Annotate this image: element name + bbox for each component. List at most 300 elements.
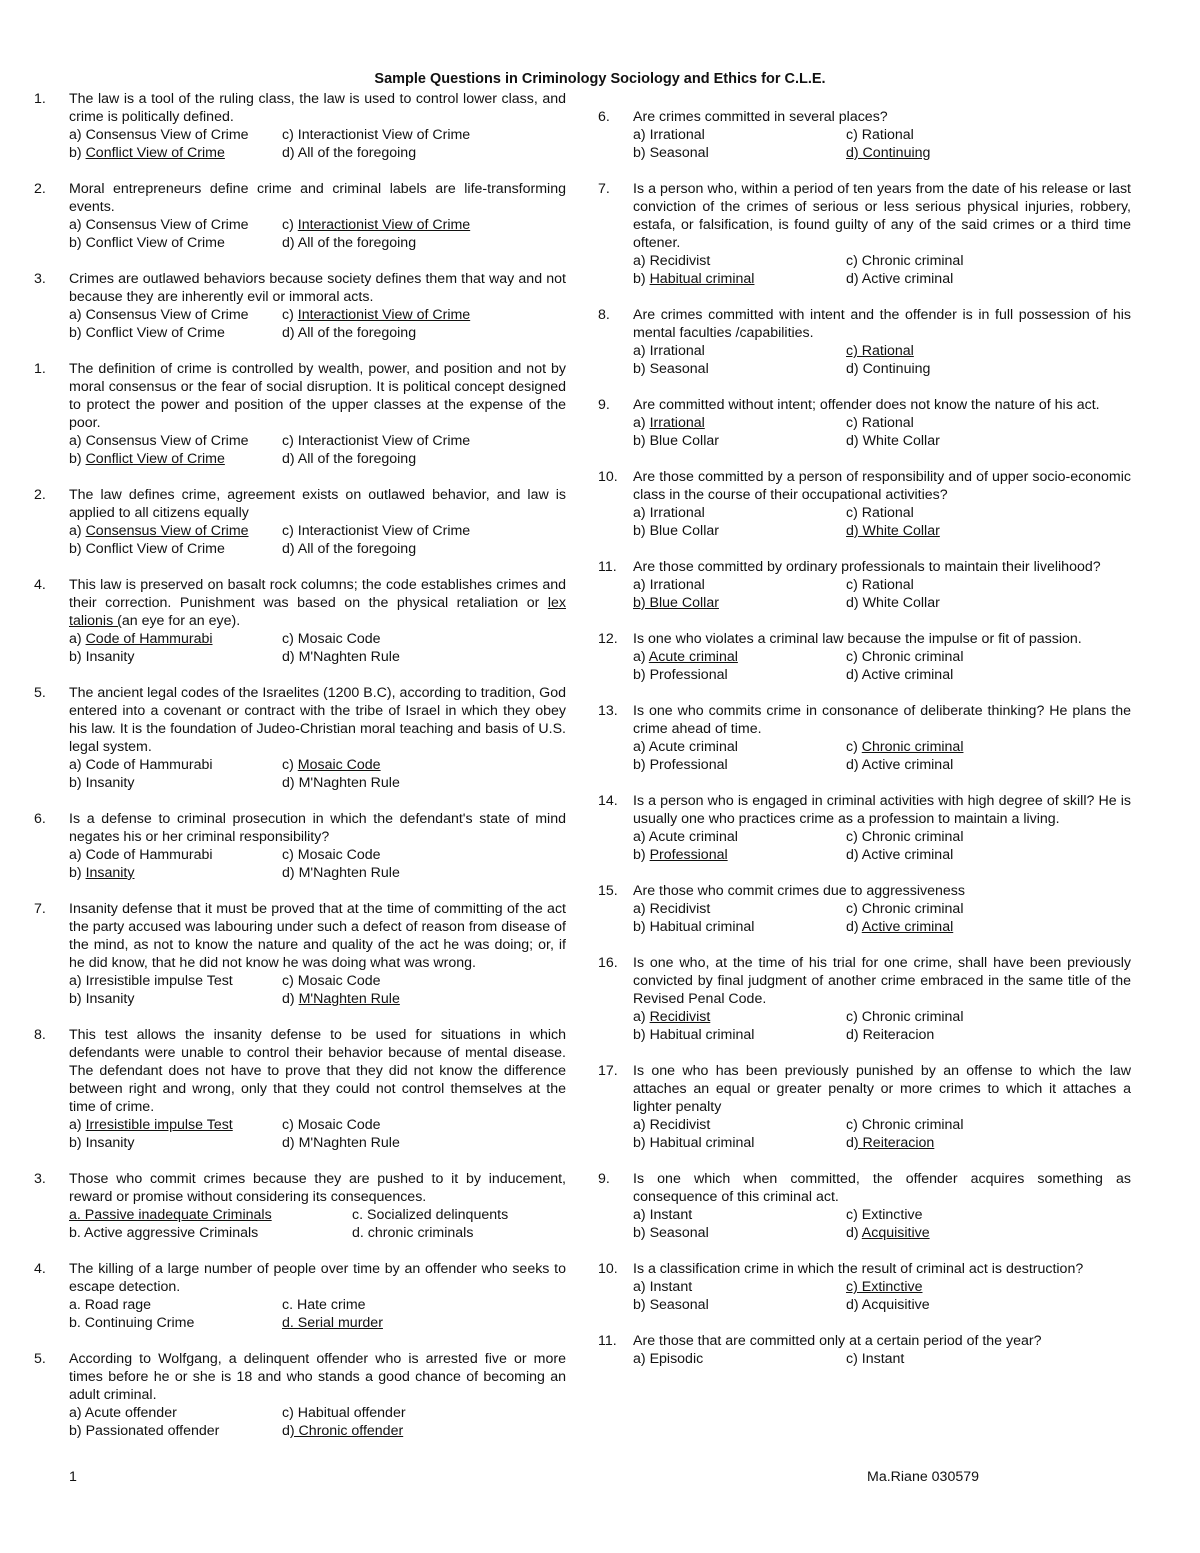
option-text: Acute criminal — [648, 739, 738, 755]
question-text: The killing of a large number of people over time by an offender who seeks to escape detection. — [69, 1261, 566, 1295]
option-text: a) — [633, 505, 650, 521]
option-row — [633, 918, 1131, 936]
answer-option[interactable] — [846, 360, 1131, 378]
option-text: d — [282, 1423, 290, 1439]
answer-option[interactable] — [69, 1296, 282, 1314]
correct-answer-underlined: Professional — [649, 847, 728, 863]
correct-answer-underlined: a. Passive inadequate Criminals — [69, 1207, 272, 1223]
question-number: 11. — [598, 1333, 617, 1349]
option-text: Conflict View of Crime — [85, 235, 225, 251]
correct-answer-underlined: Conflict View of Crime — [85, 451, 225, 467]
answer-option[interactable] — [69, 774, 282, 792]
option-text: c) — [282, 973, 298, 989]
answer-option[interactable] — [69, 1224, 352, 1242]
question-number: 4. — [34, 1261, 46, 1277]
option-row — [633, 522, 1131, 540]
correct-answer-underlined: Irresistible impulse Test — [85, 1117, 233, 1133]
option-text: c) — [282, 757, 298, 773]
answer-option[interactable] — [282, 540, 566, 558]
answer-option[interactable] — [69, 846, 282, 864]
answer-option[interactable] — [282, 1116, 566, 1134]
option-text: Seasonal — [649, 145, 709, 161]
option-text: Insanity — [85, 1135, 135, 1151]
question-text-part: This law is preserved on basalt rock columns; the code establishes crimes and their correction. Punishment was based on the physical retaliation or — [69, 577, 566, 611]
answer-option[interactable] — [282, 1404, 566, 1422]
question-stem — [598, 558, 1131, 576]
answer-option[interactable] — [633, 504, 846, 522]
option-text: d — [846, 1135, 854, 1151]
answer-option[interactable] — [282, 1314, 566, 1332]
option-text: Professional — [649, 667, 728, 683]
option-row — [69, 1224, 566, 1242]
option-text: Recidivist — [649, 1117, 711, 1133]
answer-option[interactable] — [633, 1026, 846, 1044]
option-text: c. Hate crime — [282, 1297, 366, 1313]
option-text: Interactionist View of Crime — [297, 523, 471, 539]
correct-answer-underlined: d. Serial murder — [282, 1315, 383, 1331]
answer-option[interactable] — [633, 1116, 846, 1134]
question-number: 3. — [34, 1171, 46, 1187]
answer-option[interactable] — [69, 324, 282, 342]
answer-options — [633, 414, 1131, 450]
option-text: a) — [633, 415, 650, 431]
option-text: a) — [633, 577, 650, 593]
option-row — [633, 360, 1131, 378]
question-item — [34, 90, 566, 162]
answer-option[interactable] — [282, 648, 566, 666]
option-text: c) — [282, 307, 298, 323]
question-text: Are committed without intent; offender does not know the nature of his act. — [633, 397, 1100, 413]
answer-option[interactable] — [282, 1296, 566, 1314]
question-item — [598, 1260, 1131, 1314]
answer-option[interactable] — [633, 828, 846, 846]
option-text: Consensus View of Crime — [85, 307, 249, 323]
correct-answer-underlined: d) White Collar — [846, 523, 940, 539]
answer-option[interactable] — [69, 990, 282, 1008]
question-item — [598, 396, 1131, 450]
answer-option[interactable] — [846, 594, 1131, 612]
answer-options — [633, 738, 1131, 774]
answer-option[interactable] — [282, 846, 566, 864]
answer-option[interactable] — [846, 126, 1131, 144]
answer-option[interactable] — [633, 900, 846, 918]
option-text: c) — [846, 127, 862, 143]
answer-option[interactable] — [282, 1134, 566, 1152]
option-row — [69, 306, 566, 324]
answer-option[interactable] — [69, 1206, 352, 1224]
answer-options — [633, 1008, 1131, 1044]
correct-answer-underlined: Insanity — [85, 865, 135, 881]
option-text: c. Socialized delinquents — [352, 1207, 509, 1223]
answer-option[interactable] — [846, 1134, 1131, 1152]
answer-option[interactable] — [69, 522, 282, 540]
question-item — [598, 558, 1131, 612]
question-stem — [34, 1260, 566, 1296]
answer-option[interactable] — [846, 1026, 1131, 1044]
question-item — [598, 954, 1131, 1044]
correct-answer-underlined: Interactionist View of Crime — [297, 307, 471, 323]
question-stem — [598, 1260, 1131, 1278]
option-row — [633, 414, 1131, 432]
question-stem — [34, 270, 566, 306]
option-text: a) — [633, 253, 650, 269]
option-row — [69, 1422, 566, 1440]
option-text: d) — [846, 667, 862, 683]
answer-option[interactable] — [282, 756, 566, 774]
option-text: Consensus View of Crime — [85, 433, 249, 449]
answer-option[interactable] — [846, 432, 1131, 450]
answer-options — [69, 126, 566, 162]
answer-option[interactable] — [69, 234, 282, 252]
answer-option[interactable] — [633, 918, 846, 936]
option-text: b) — [69, 775, 86, 791]
answer-option[interactable] — [282, 972, 566, 990]
option-text: c) — [846, 415, 862, 431]
answer-option[interactable] — [633, 414, 846, 432]
answer-option[interactable] — [282, 432, 566, 450]
answer-option[interactable] — [282, 864, 566, 882]
answer-option[interactable] — [69, 216, 282, 234]
answer-options — [69, 846, 566, 882]
option-text: M'Naghten Rule — [298, 865, 400, 881]
answer-option[interactable] — [69, 1314, 282, 1332]
answer-option[interactable] — [846, 414, 1131, 432]
answer-option[interactable] — [69, 1404, 282, 1422]
option-text: b) — [633, 361, 650, 377]
question-item — [34, 1170, 566, 1242]
option-text: All of the foregoing — [297, 451, 417, 467]
answer-option[interactable] — [846, 666, 1131, 684]
option-text: Chronic criminal — [861, 649, 964, 665]
answer-option[interactable] — [633, 594, 846, 612]
answer-option[interactable] — [352, 1224, 566, 1242]
option-text: d) — [846, 271, 862, 287]
question-item — [598, 306, 1131, 378]
question-stem — [598, 1332, 1131, 1350]
question-item — [598, 882, 1131, 936]
question-item — [34, 684, 566, 792]
answer-options — [633, 648, 1131, 684]
answer-option[interactable] — [352, 1206, 566, 1224]
answer-option[interactable] — [846, 504, 1131, 522]
question-item — [34, 576, 566, 666]
option-row — [633, 1134, 1131, 1152]
option-text: b) — [633, 757, 650, 773]
option-row — [633, 432, 1131, 450]
option-text: d) — [846, 1297, 862, 1313]
option-text: c) — [282, 1405, 298, 1421]
option-row — [69, 450, 566, 468]
question-item — [598, 1170, 1131, 1242]
question-number: 2. — [34, 487, 46, 503]
answer-option[interactable] — [69, 1422, 282, 1440]
option-text: Professional — [649, 757, 728, 773]
option-text: d) — [282, 325, 298, 341]
option-text: a) — [633, 1279, 650, 1295]
option-text: Extinctive — [861, 1207, 923, 1223]
answer-option[interactable] — [633, 846, 846, 864]
answer-option[interactable] — [633, 1224, 846, 1242]
option-text: b) — [633, 667, 650, 683]
answer-option[interactable] — [633, 522, 846, 540]
answer-option[interactable] — [282, 126, 566, 144]
option-text: Acquisitive — [861, 1297, 930, 1313]
answer-option[interactable] — [846, 252, 1131, 270]
answer-option[interactable] — [633, 360, 846, 378]
option-text: a) — [633, 127, 650, 143]
question-text: Is one who has been previously punished by an offense to which the law attaches an equal or greater penalty or more crimes to which it attaches a lighter penalty — [633, 1063, 1131, 1115]
answer-option[interactable] — [846, 738, 1131, 756]
answer-option[interactable] — [846, 1116, 1131, 1134]
option-text: b) — [69, 235, 86, 251]
option-row — [633, 738, 1131, 756]
answer-options — [633, 504, 1131, 540]
question-stem — [34, 810, 566, 846]
option-text: Insanity — [85, 649, 135, 665]
question-text: Are crimes committed with intent and the offender is in full possession of his mental faculties /capabilities. — [633, 307, 1131, 341]
answer-option[interactable] — [69, 864, 282, 882]
answer-option[interactable] — [69, 648, 282, 666]
answer-option[interactable] — [633, 252, 846, 270]
option-text: Conflict View of Crime — [85, 541, 225, 557]
option-row — [633, 1206, 1131, 1224]
answer-option[interactable] — [282, 522, 566, 540]
option-text: a) — [69, 217, 86, 233]
answer-option[interactable] — [69, 306, 282, 324]
answer-option[interactable] — [633, 1278, 846, 1296]
option-row — [633, 1116, 1131, 1134]
page-number: 1 — [69, 1469, 77, 1485]
footer-author: Ma.Riane 030579 — [867, 1469, 980, 1485]
answer-option[interactable] — [69, 756, 282, 774]
option-text: Habitual criminal — [649, 919, 755, 935]
option-row — [633, 342, 1131, 360]
question-stem — [34, 90, 566, 126]
question-stem — [598, 792, 1131, 828]
question-text: Are those that are committed only at a certain period of the year? — [633, 1333, 1042, 1349]
answer-option[interactable] — [633, 1206, 846, 1224]
answer-option[interactable] — [282, 216, 566, 234]
option-row — [69, 1314, 566, 1332]
answer-option[interactable] — [282, 1422, 566, 1440]
answer-option[interactable] — [846, 1206, 1131, 1224]
option-text: White Collar — [862, 433, 940, 449]
question-item — [34, 486, 566, 558]
question-stem — [598, 882, 1131, 900]
question-stem — [598, 468, 1131, 504]
answer-option[interactable] — [633, 756, 846, 774]
answer-option[interactable] — [282, 774, 566, 792]
answer-option[interactable] — [846, 144, 1131, 162]
question-number: 9. — [598, 1171, 610, 1187]
option-text: Consensus View of Crime — [85, 217, 249, 233]
answer-option[interactable] — [633, 126, 846, 144]
answer-options — [633, 828, 1131, 864]
answer-options — [69, 306, 566, 342]
option-text: b) — [633, 523, 650, 539]
answer-option[interactable] — [633, 666, 846, 684]
answer-option[interactable] — [633, 1350, 846, 1368]
option-text: d) — [282, 1135, 299, 1151]
answer-option[interactable] — [69, 540, 282, 558]
option-text: d) — [846, 847, 862, 863]
answer-option[interactable] — [846, 576, 1131, 594]
answer-option[interactable] — [633, 576, 846, 594]
answer-option[interactable] — [846, 1224, 1131, 1242]
question-number: 14. — [598, 793, 618, 809]
option-text: Instant — [649, 1207, 693, 1223]
question-text: Is one who violates a criminal law because the impulse or fit of passion. — [633, 631, 1082, 647]
question-stem — [598, 954, 1131, 1008]
option-row — [633, 846, 1131, 864]
option-text: All of the foregoing — [297, 325, 417, 341]
option-text: d) — [846, 361, 863, 377]
option-text: Mosaic Code — [297, 1117, 381, 1133]
answer-option[interactable] — [282, 630, 566, 648]
answer-option[interactable] — [69, 1116, 282, 1134]
answer-option[interactable] — [846, 1008, 1131, 1026]
question-number: 7. — [598, 181, 610, 197]
option-row — [69, 630, 566, 648]
answer-option[interactable] — [846, 342, 1131, 360]
correct-answer-underlined: Consensus View of Crime — [85, 523, 249, 539]
question-text: The definition of crime is controlled by wealth, power, and position and not by moral consensus or the fear of social disruption. It is political concept designed to protect the power and position of the upper classes at the expense of the poor. — [69, 361, 566, 431]
answer-option[interactable] — [846, 1296, 1131, 1314]
answer-option[interactable] — [846, 1350, 1131, 1368]
option-row — [69, 324, 566, 342]
question-text: Is a classification crime in which the result of criminal act is destruction? — [633, 1261, 1084, 1277]
option-text: a) — [633, 343, 650, 359]
answer-option[interactable] — [633, 648, 846, 666]
answer-option[interactable] — [69, 144, 282, 162]
option-text: Mosaic Code — [297, 631, 381, 647]
option-text: Continuing — [862, 361, 931, 377]
question-text: Are crimes committed in several places? — [633, 109, 888, 125]
answer-option[interactable] — [633, 1296, 846, 1314]
answer-option[interactable] — [846, 270, 1131, 288]
answer-option[interactable] — [846, 900, 1131, 918]
answer-options — [633, 1278, 1131, 1314]
answer-option[interactable] — [633, 144, 846, 162]
option-text: c) — [282, 631, 298, 647]
option-text: a) — [69, 1117, 86, 1133]
answer-option[interactable] — [282, 990, 566, 1008]
answer-option[interactable] — [69, 432, 282, 450]
answer-option[interactable] — [633, 432, 846, 450]
option-row — [69, 648, 566, 666]
answer-option[interactable] — [69, 1134, 282, 1152]
question-stem — [34, 576, 566, 630]
answer-option[interactable] — [846, 756, 1131, 774]
option-text: c) — [282, 127, 298, 143]
option-text: Chronic criminal — [861, 829, 964, 845]
option-text: a. Road rage — [69, 1297, 152, 1313]
question-text: According to Wolfgang, a delinquent offender who is arrested five or more times before he or she is 18 and who stands a good chance of becoming an adult criminal. — [69, 1351, 566, 1403]
answer-option[interactable] — [846, 918, 1131, 936]
correct-answer-underlined: Interactionist View of Crime — [297, 217, 471, 233]
question-item — [34, 1260, 566, 1332]
answer-options — [69, 432, 566, 468]
option-text: b) — [633, 919, 650, 935]
answer-option[interactable] — [846, 648, 1131, 666]
page-title: Sample Questions in Criminology Sociology and Ethics for C.L.E. — [374, 71, 826, 87]
question-text — [69, 576, 566, 630]
option-text: b) — [633, 271, 650, 287]
answer-option[interactable] — [846, 1278, 1131, 1296]
answer-option[interactable] — [633, 1008, 846, 1026]
answer-option[interactable] — [633, 738, 846, 756]
correct-answer-underlined: c) Rational — [846, 343, 914, 359]
option-text: d) — [846, 1225, 862, 1241]
answer-option[interactable] — [282, 450, 566, 468]
option-text: d) — [846, 757, 862, 773]
answer-option[interactable] — [846, 828, 1131, 846]
answer-option[interactable] — [69, 630, 282, 648]
question-number: 1. — [34, 91, 46, 107]
option-text: All of the foregoing — [297, 145, 417, 161]
question-text: Is a person who is engaged in criminal activities with high degree of skill? He is usually one who practices crime as a profession to maintain a living. — [633, 793, 1131, 827]
answer-option[interactable] — [633, 1134, 846, 1152]
question-item — [598, 792, 1131, 864]
answer-option[interactable] — [846, 522, 1131, 540]
answer-option[interactable] — [69, 450, 282, 468]
answer-options — [69, 1206, 566, 1242]
question-number: 5. — [34, 1351, 46, 1367]
question-text: Is one who, at the time of his trial for one crime, shall have been previously convicted by final judgment of another crime embraced in the same title of the Revised Penal Code. — [633, 955, 1131, 1007]
option-text: Insanity — [85, 775, 135, 791]
option-text: c) — [846, 1117, 862, 1133]
option-text: b. Continuing Crime — [69, 1315, 195, 1331]
option-text: b) — [69, 865, 86, 881]
option-text: a) — [633, 649, 649, 665]
question-number: 8. — [34, 1027, 46, 1043]
option-text: Irrational — [649, 343, 705, 359]
option-text: M'Naghten Rule — [298, 1135, 400, 1151]
option-text: c) — [846, 1009, 862, 1025]
answer-option[interactable] — [69, 126, 282, 144]
correct-answer-underlined: Code of Hammurabi — [85, 631, 213, 647]
option-row — [69, 1206, 566, 1224]
option-text: a) — [633, 739, 649, 755]
answer-option[interactable] — [69, 972, 282, 990]
question-number: 10. — [598, 1261, 618, 1277]
option-text: a) — [69, 523, 86, 539]
correct-answer-underlined: Chronic criminal — [861, 739, 964, 755]
correct-answer-underlined: Recidivist — [649, 1009, 711, 1025]
answer-option[interactable] — [282, 234, 566, 252]
question-item — [34, 180, 566, 252]
answer-option[interactable] — [633, 342, 846, 360]
option-row — [633, 900, 1131, 918]
option-text: Rational — [861, 505, 914, 521]
answer-option[interactable] — [282, 306, 566, 324]
question-stem — [34, 684, 566, 756]
question-item — [598, 180, 1131, 288]
option-text: Chronic criminal — [861, 253, 964, 269]
question-text: The law defines crime, agreement exists on outlawed behavior, and law is applied to all citizens equally — [69, 487, 566, 521]
option-text: c) — [846, 901, 862, 917]
answer-option[interactable] — [633, 270, 846, 288]
question-item — [598, 630, 1131, 684]
question-text: The law is a tool of the ruling class, the law is used to control lower class, and crime is politically defined. — [69, 91, 566, 125]
answer-option[interactable] — [282, 324, 566, 342]
answer-option[interactable] — [282, 144, 566, 162]
question-text: Are those committed by ordinary professionals to maintain their livelihood? — [633, 559, 1101, 575]
option-text: Instant — [649, 1279, 693, 1295]
option-text: b) — [69, 451, 86, 467]
option-row — [633, 252, 1131, 270]
answer-option[interactable] — [846, 846, 1131, 864]
